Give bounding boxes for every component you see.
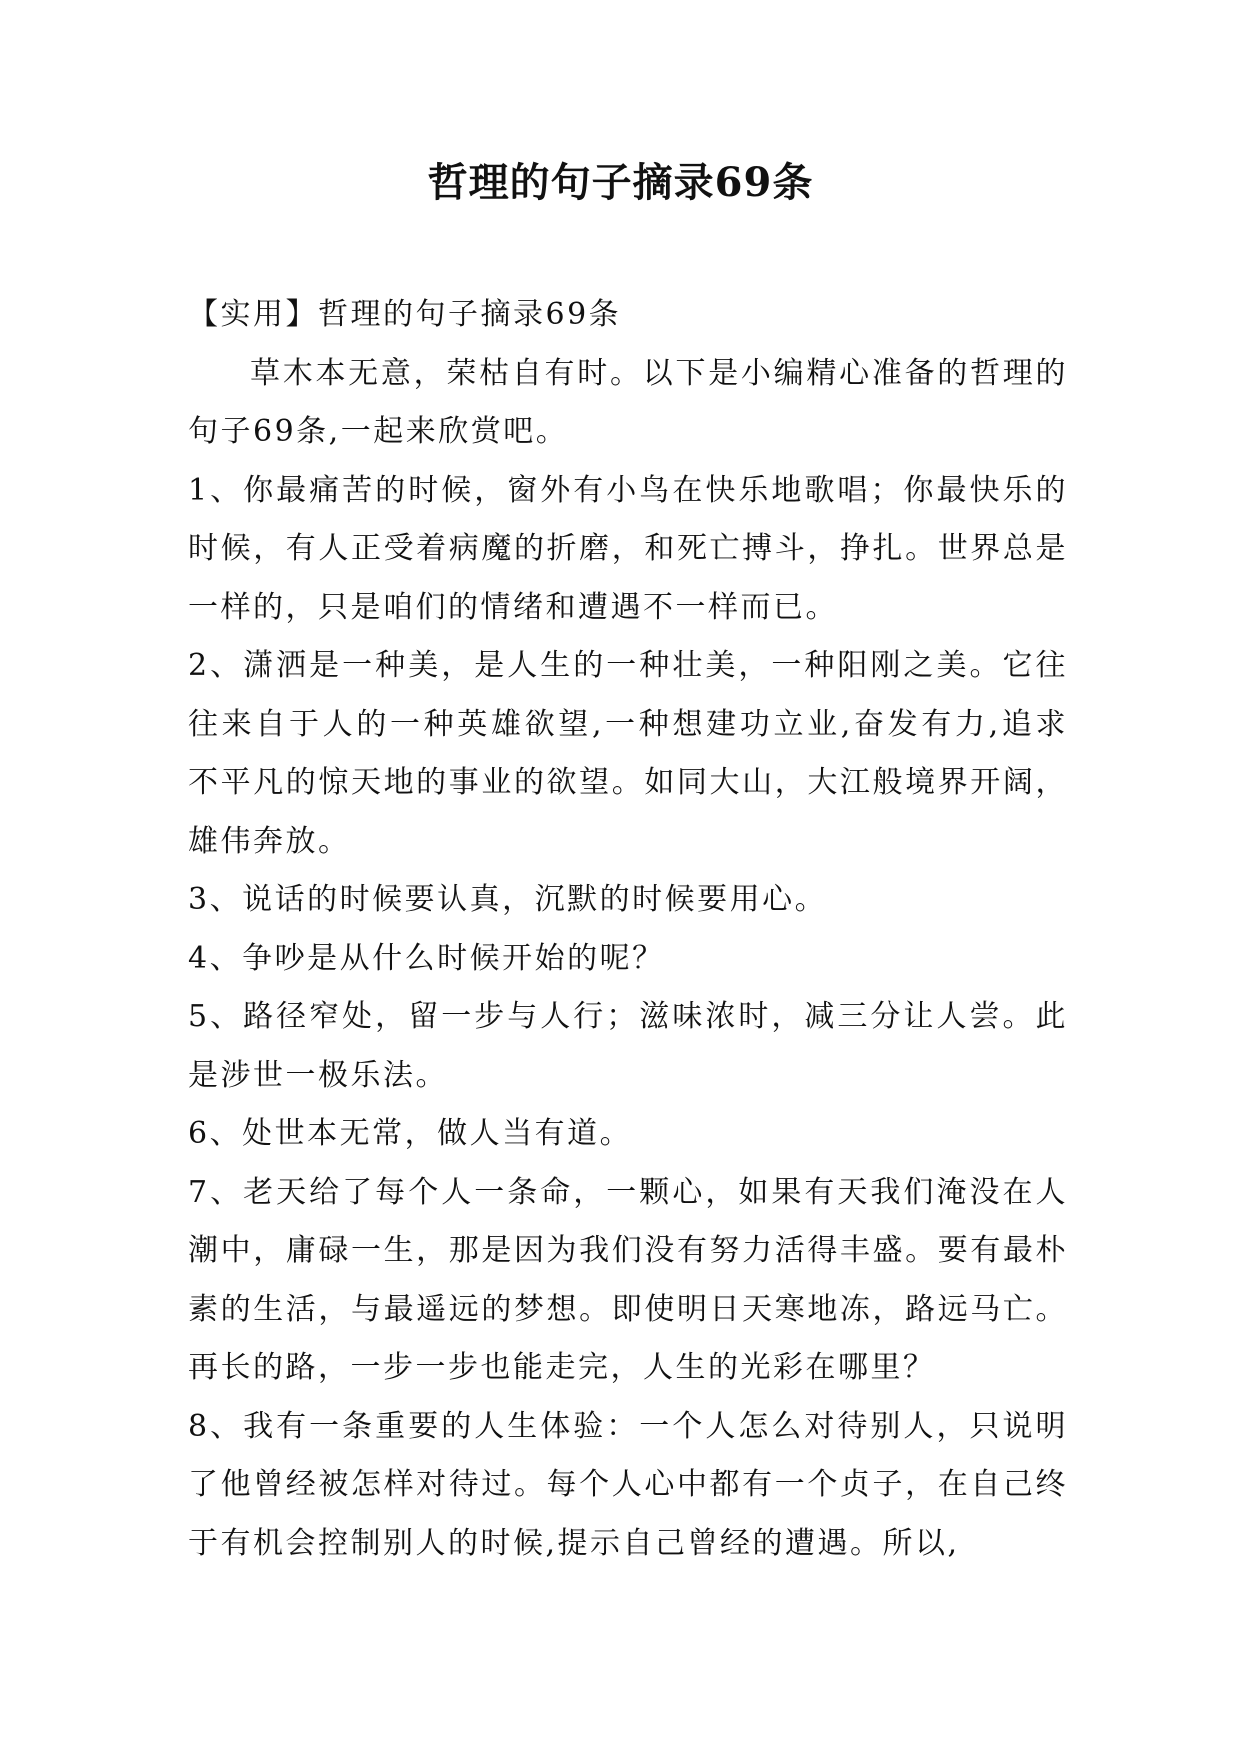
list-item: 6、处世本无常，做人当有道。 [188, 1116, 633, 1151]
list-item: 2、潇洒是一种美，是人生的一种壮美，一种阳刚之美。它往往来自于人的一种英雄欲望,一种想建功立业,奋发有力,追求不平凡的惊天地的事业的欲望。如同大山，大江般境界开阔，雄伟奔放。 [188, 648, 1068, 859]
document-subtitle: 【实用】哲理的句子摘录69条 [188, 297, 622, 332]
document-body [188, 286, 1068, 1573]
list-item: 1、你最痛苦的时候，窗外有小鸟在快乐地歌唱；你最快乐的时候，有人正受着病魔的折磨，和死亡搏斗，挣扎。世界总是一样的，只是咱们的情绪和遭遇不一样而已。 [188, 472, 1068, 625]
document-title: 哲理的句子摘录69条 [427, 159, 814, 206]
list-item: 8、我有一条重要的人生体验：一个人怎么对待别人，只说明了他曾经被怎样对待过。每个人心中都有一个贞子，在自己终于有机会控制别人的时候,提示自己曾经的遭遇。所以, [188, 1408, 1068, 1561]
intro-paragraph: 草木本无意，荣枯自有时。以下是小编精心准备的哲理的句子69条,一起来欣赏吧。 [188, 355, 1068, 449]
list-item: 5、路径窄处，留一步与人行；滋味浓时，减三分让人尝。此是涉世一极乐法。 [188, 999, 1068, 1093]
list-item: 3、说话的时候要认真，沉默的时候要用心。 [188, 882, 828, 917]
list-item: 4、争吵是从什么时候开始的呢？ [188, 940, 665, 976]
list-item: 7、老天给了每个人一条命，一颗心，如果有天我们淹没在人潮中，庸碌一生，那是因为我们没有努力活得丰盛。要有最朴素的生活，与最遥远的梦想。即使明日天寒地冻，路远马亡。再长的路，一步一步也能走完，人生的光彩在哪里？ [188, 1174, 1068, 1385]
